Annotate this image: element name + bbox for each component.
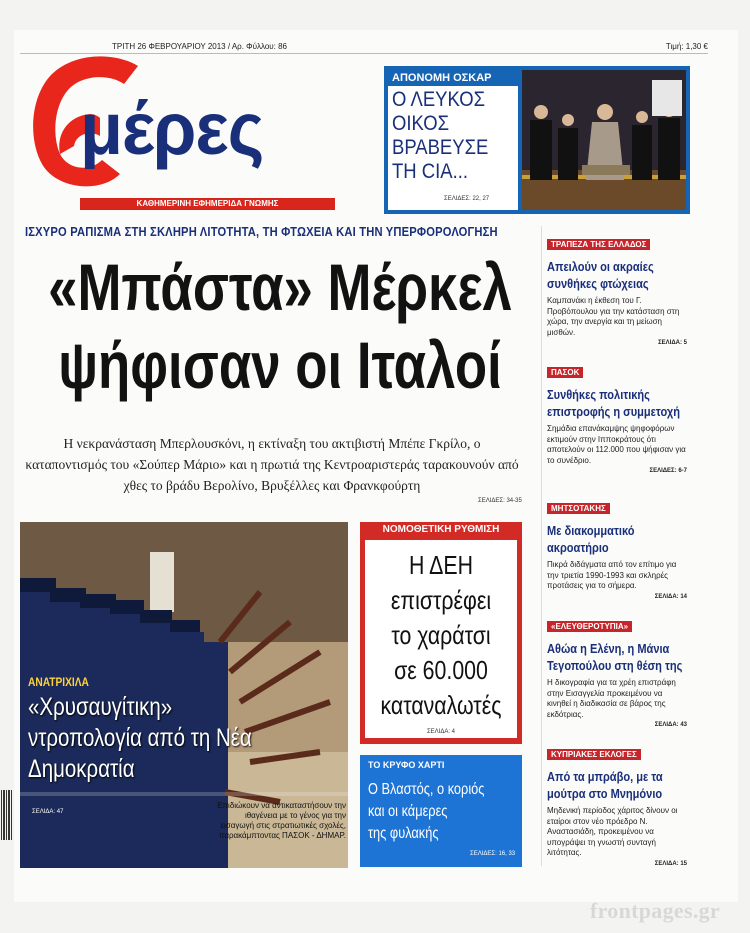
deh-line: το χαράτσι <box>391 620 491 650</box>
story-pages: ΣΕΛΙΔΕΣ: 6-7 <box>649 468 687 474</box>
right-column <box>541 226 691 866</box>
deh-line: σε 60.000 <box>394 655 488 685</box>
deh-tag: ΝΟΜΟΘΕΤΙΚΗ ΡΥΘΜΙΣΗ <box>382 524 500 535</box>
military-photo-story[interactable] <box>20 522 348 868</box>
side-story[interactable] <box>547 616 687 728</box>
oscar-line: ΒΡΑΒΕΥΣΕ <box>392 136 489 159</box>
oscar-headline <box>392 88 503 184</box>
secret-paper-box[interactable] <box>360 755 522 867</box>
oscar-pages: ΣΕΛΙΔΕΣ: 22, 27 <box>444 196 490 202</box>
oscar-teaser[interactable] <box>384 66 690 214</box>
story-tag: ΚΥΠΡΙΑΚΕΣ ΕΚΛΟΓΕΣ <box>547 749 641 760</box>
oscar-line: ΟΙΚΟΣ <box>392 112 450 135</box>
side-story[interactable] <box>547 234 687 346</box>
military-pages: ΣΕΛΙΔΑ: 47 <box>32 809 64 815</box>
story-tag: ΠΑΣΟΚ <box>547 367 583 378</box>
headline-line-1: «Μπάστα» Μέρκελ <box>48 250 512 324</box>
oscar-photo <box>522 70 686 210</box>
barcode-icon <box>0 790 12 840</box>
secret-paper-line: και οι κάμερες <box>368 803 448 820</box>
masthead-tagline: ΚΑΘΗΜΕΡΙΝΗ ΕΦΗΜΕΡΙΔΑ ΓΝΩΜΗΣ <box>80 198 335 210</box>
story-pages: ΣΕΛΙΔΑ: 15 <box>654 860 687 867</box>
secret-paper-line: της φυλακής <box>368 825 439 842</box>
lead-pages: ΣΕΛΙΔΕΣ: 34-35 <box>478 498 522 504</box>
story-body: Η δικογραφία για τα χρέη επιστράφη στην Εισαγγελία προκειμένου να κινηθεί η διαδικασία σε βάρος της εκδότριας. <box>547 678 676 719</box>
deh-line: Η ΔΕΗ <box>408 550 474 580</box>
deh-story-box[interactable] <box>360 522 522 744</box>
military-caption: Επιδιώκουν να αντικαταστήσουν την ιθαγένεια με το γένος για την εισαγωγή στις στρατιωτικές σχολές, παρακάμπτοντας ΠΑΣΟΚ - ΔΗΜΑΡ. <box>217 801 346 840</box>
side-story[interactable] <box>547 362 687 474</box>
oscar-line: Ο ΛΕΥΚΟΣ <box>392 88 486 111</box>
issue-price: Τιμή: 1,30 € <box>665 42 708 51</box>
story-title: Συνθήκες πολιτικής επιστροφής η συμμετοχή <box>547 387 680 419</box>
story-pages: ΣΕΛΙΔΑ: 14 <box>654 593 687 600</box>
story-pages: ΣΕΛΙΔΑ: 5 <box>658 340 687 346</box>
oscar-kicker: ΑΠΟΝΟΜΗ ΟΣΚΑΡ <box>388 70 518 86</box>
headline-line-2: ψήφισαν οι Ιταλοί <box>58 328 502 402</box>
story-title: Αθώα η Ελένη, η Μάνια Τεγοπούλου στη θέση της <box>547 641 683 673</box>
lead-headline[interactable] <box>20 248 540 404</box>
military-title: «Χρυσαυγίτικη» ντροπολογία από τη Νέα Δημοκρατία <box>28 693 252 783</box>
story-body: Σημάδια επανάκαμψης ψηφοφόρων εκτιμούν στην Ιπποκράτους ότι αποτελούν οι 112.000 που ψήφισαν για το συνέδριο. <box>547 424 686 465</box>
story-body: Μηδενική περίοδος χάριτος δίνουν οι εταίροι στον νέο πρόεδρο Ν. Αναστασιάδη, προκειμένου να υπογράψει τη γνωστή συνταγή λιτότητας. <box>547 806 678 857</box>
story-title: Από τα μπράβο, με τα μούτρα στο Μνημόνιο <box>547 769 663 801</box>
side-story[interactable] <box>547 744 687 867</box>
deh-pages: ΣΕΛΙΔΑ: 4 <box>426 729 456 735</box>
side-story[interactable] <box>547 498 687 600</box>
logo-wordmark: μέρες <box>80 87 264 170</box>
military-kicker: ΑΝΑΤΡΙΧΙΛΑ <box>28 675 89 689</box>
story-title: Απειλούν οι ακραίες συνθήκες φτώχειας <box>547 259 654 291</box>
deh-line: επιστρέφει <box>390 585 492 615</box>
story-pages: ΣΕΛΙΔΑ: 43 <box>654 722 687 728</box>
lead-lede: Η νεκρανάσταση Μπερλουσκόνι, η εκτίναξη του ακτιβιστή Μπέπε Γκρίλο, ο καταποντισμός του «Σούπερ Μάριο» και η πρωτιά της Κεντροαριστεράς ταρακουνούν από χθες το βράδυ Βερολίνο, Βρυξέλλες και Φρανκφούρτη <box>25 436 519 493</box>
secret-paper-headline <box>368 779 516 845</box>
oscar-line: ΤΗ CIA... <box>392 160 468 183</box>
secret-paper-pages: ΣΕΛΙΔΕΣ: 16, 33 <box>470 851 516 857</box>
secret-paper-tag: ΤΟ ΚΡΥΦΟ ΧΑΡΤΙ <box>368 760 445 770</box>
deh-headline <box>375 548 508 723</box>
deh-line: καταναλωτές <box>380 690 502 720</box>
story-body: Καμπανάκι η έκθεση του Γ. Προβόπουλου για την κατάσταση στη χώρα, την ανεργία και τη μείωση μισθών. <box>547 296 680 337</box>
story-tag: ΤΡΑΠΕΖΑ ΤΗΣ ΕΛΛΑΔΟΣ <box>547 239 650 250</box>
lead-kicker: ΙΣΧΥΡΟ ΡΑΠΙΣΜΑ ΣΤΗ ΣΚΛΗΡΗ ΛΙΤΟΤΗΤΑ, ΤΗ ΦΤΩΧΕΙΑ ΚΑΙ ΤΗΝ ΥΠΕΡΦΟΡΟΛΟΓΗΣΗ <box>25 224 498 239</box>
story-tag: «ΕΛΕΥΘΕΡΟΤΥΠΙΑ» <box>547 621 632 632</box>
secret-paper-line: Ο Βλαστός, ο κοριός <box>368 781 485 798</box>
issue-date: ΤΡΙΤΗ 26 ΦΕΒΡΟΥΑΡΙΟΥ 2013 / Αρ. Φύλλου: 86 <box>112 42 287 51</box>
story-tag: ΜΗΤΣΟΤΑΚΗΣ <box>547 503 610 514</box>
story-title: Με διακομματικό ακροατήριο <box>547 523 635 555</box>
site-watermark: frontpages.gr <box>590 898 720 923</box>
story-body: Πικρά διδάγματα από τον επίτιμο για την τριετία 1990-1993 και σκληρές προτάσεις για το σήμερα. <box>547 560 677 590</box>
